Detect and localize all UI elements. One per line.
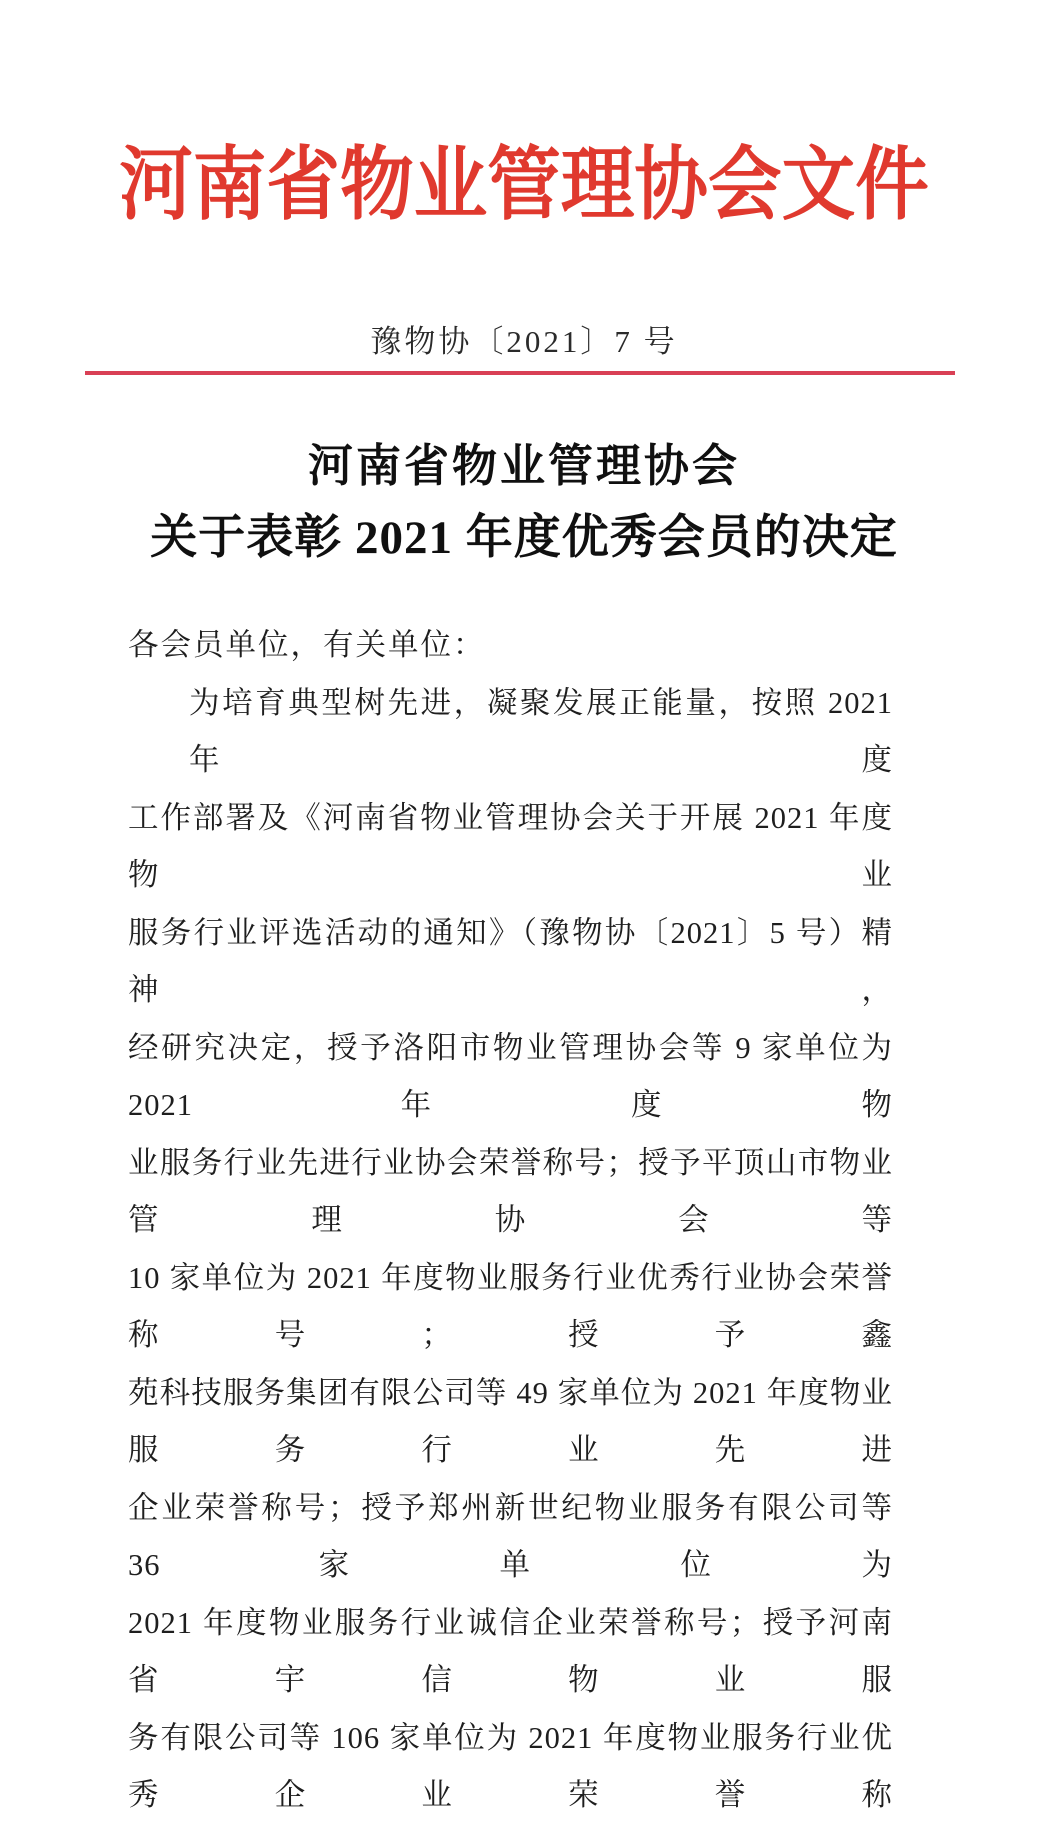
letterhead-org-title: 河南省物业管理协会文件 <box>119 142 929 230</box>
doc-number: 豫物协〔2021〕7 号 <box>370 324 678 359</box>
document-body <box>128 617 893 1825</box>
paragraph-line: 经研究决定，授予洛阳市物业管理协会等 9 家单位为 2021 年度物 <box>128 1030 893 1122</box>
paragraph-line: 苑科技服务集团有限公司等 49 家单位为 2021 年度物业服务行业先进 <box>128 1375 893 1467</box>
paragraph-line: 2021 年度物业服务行业诚信企业荣誉称号；授予河南省宇信物业服 <box>128 1605 893 1697</box>
paragraph-line: 服务行业评选活动的通知》（豫物协〔2021〕5 号）精神， <box>128 915 893 1007</box>
paragraph-line: 务有限公司等 106 家单位为 2021 年度物业服务行业优秀企业荣誉称 <box>128 1720 893 1812</box>
document-title <box>0 440 1048 566</box>
title-line-2: 关于表彰 2021 年度优秀会员的决定 <box>150 512 898 564</box>
paragraph-line: 工作部署及《河南省物业管理协会关于开展 2021 年度物业 <box>128 800 893 892</box>
paragraph-line: 为培育典型树先进，凝聚发展正能量，按照 2021 年度 <box>189 685 893 777</box>
paragraph-line: 企业荣誉称号；授予郑州新世纪物业服务有限公司等 36 家单位为 <box>128 1490 893 1582</box>
paragraph-line: 10 家单位为 2021 年度物业服务行业优秀行业协会荣誉称号；授予鑫 <box>128 1260 893 1352</box>
red-divider-line <box>85 371 955 375</box>
salutation-line: 各会员单位，有关单位： <box>128 628 486 662</box>
paragraph-line: 业服务行业先进行业协会荣誉称号；授予平顶山市物业管理协会等 <box>128 1145 893 1237</box>
title-line-1: 河南省物业管理协会 <box>307 441 740 491</box>
